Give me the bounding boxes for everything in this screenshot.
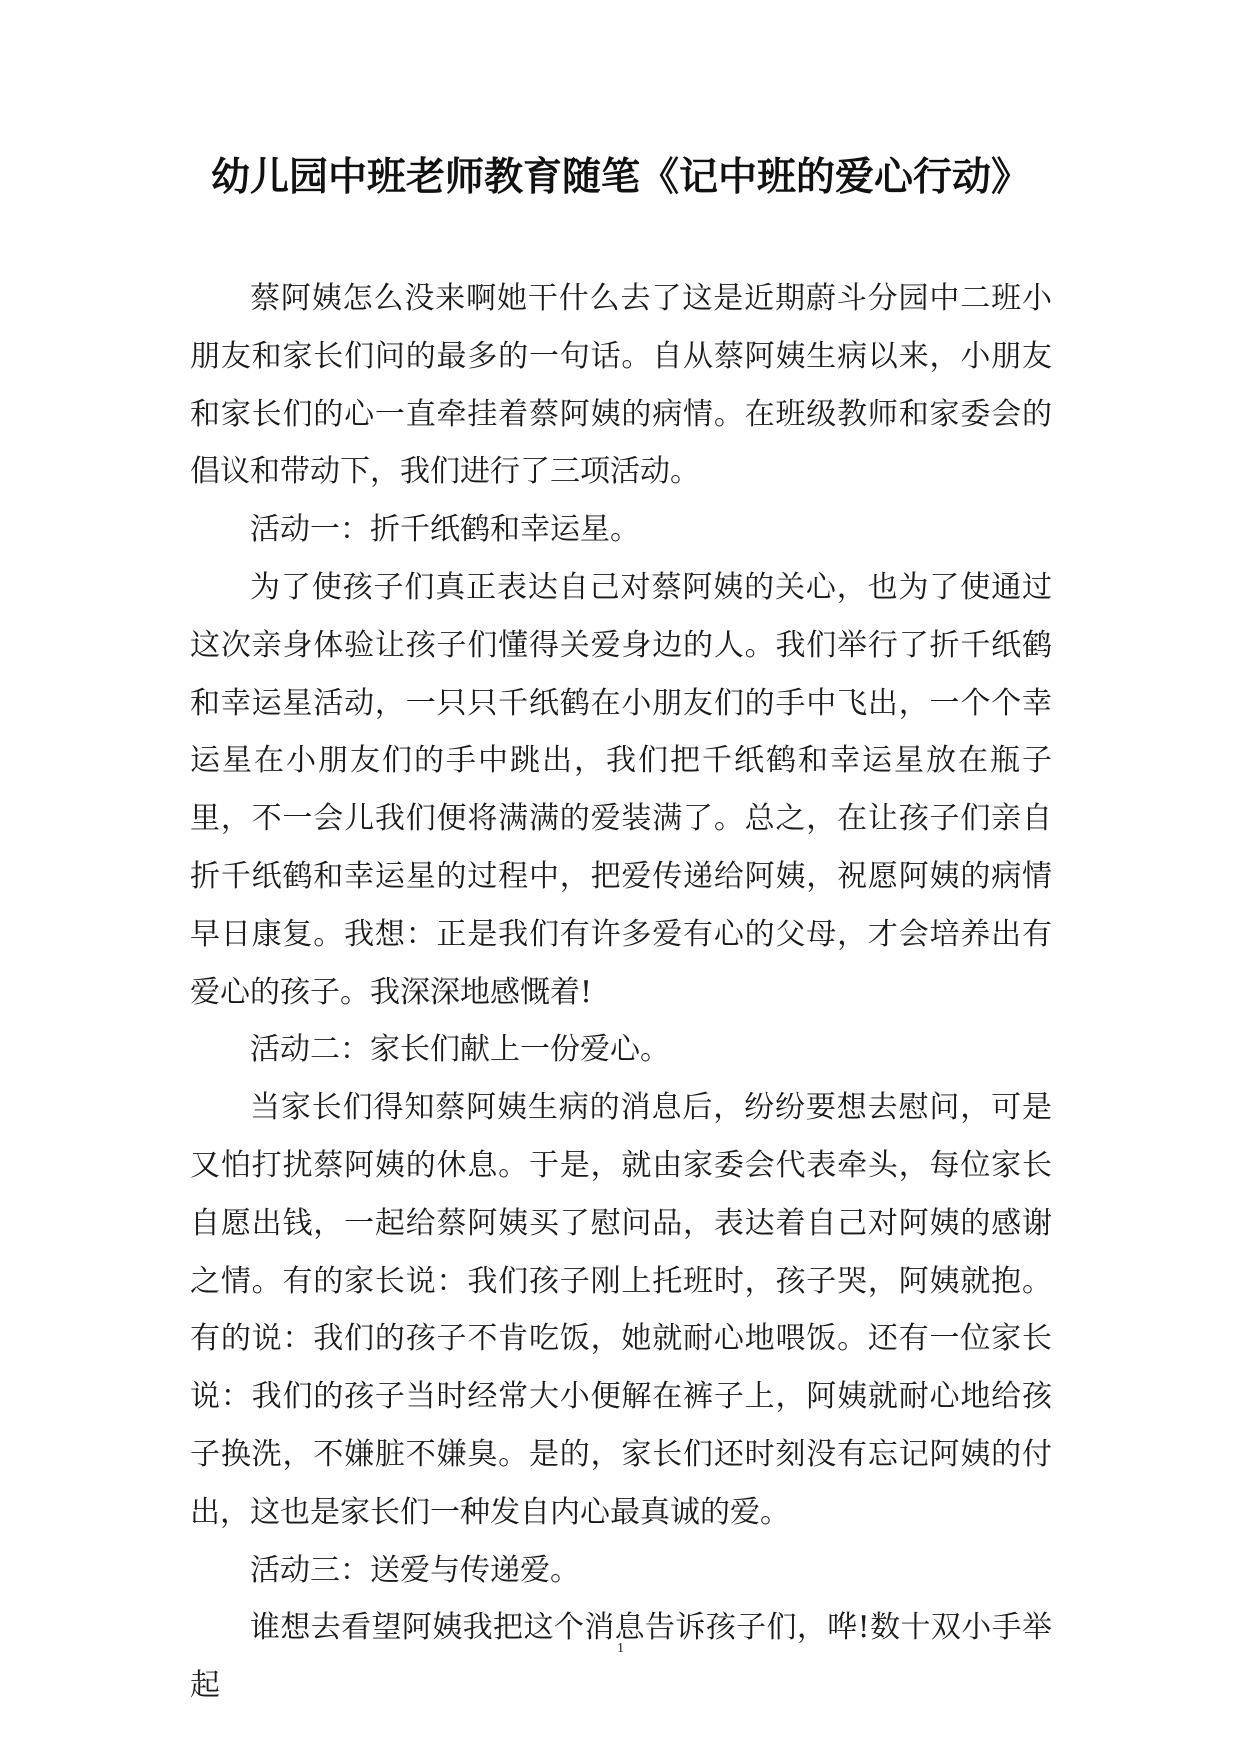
heading-activity-one: 活动一：折千纸鹤和幸运星。 [250,512,640,548]
paragraph-activity-three: 谁想去看望阿姨我把这个消息告诉孩子们，哗!数十双小手举起 [190,1610,1052,1704]
document-body [190,270,1052,1715]
page-number: 1 [617,1641,624,1656]
heading-activity-two: 活动二：家长们献上一份爱心。 [250,1032,670,1068]
paragraph-intro: 蔡阿姨怎么没来啊她干什么去了这是近期蔚斗分园中二班小朋友和家长们问的最多的一句话。自从蔡阿姨生病以来，小朋友和家长们的心一直牵挂着蔡阿姨的病情。在班级教师和家委会的倡议和带动下，我们进行了三项活动。 [190,281,1052,490]
document-title: 幼儿园中班老师教育随笔《记中班的爱心行动》 [210,154,1030,200]
paragraph-activity-two: 当家长们得知蔡阿姨生病的消息后，纷纷要想去慰问，可是又怕打扰蔡阿姨的休息。于是，就由家委会代表牵头，每位家长自愿出钱，一起给蔡阿姨买了慰问品，表达着自己对阿姨的感谢之情。有的家长说：我们孩子刚上托班时，孩子哭，阿姨就抱。有的说：我们的孩子不肯吃饭，她就耐心地喂饭。还有一位家长说：我们的孩子当时经常大小便解在裤子上，阿姨就耐心地给孩子换洗，不嫌脏不嫌臭。是的，家长们还时刻没有忘记阿姨的付出，这也是家长们一种发自内心最真诚的爱。 [190,1090,1052,1530]
paragraph-activity-one: 为了使孩子们真正表达自己对蔡阿姨的关心，也为了使通过这次亲身体验让孩子们懂得关爱身边的人。我们举行了折千纸鹤和幸运星活动，一只只千纸鹤在小朋友们的手中飞出，一个个幸运星在小朋友们的手中跳出，我们把千纸鹤和幸运星放在瓶子里，不一会儿我们便将满满的爱装满了。总之，在让孩子们亲自折千纸鹤和幸运星的过程中，把爱传递给阿姨，祝愿阿姨的病情早日康复。我想：正是我们有许多爱有心的父母，才会培养出有爱心的孩子。我深深地感慨着! [190,569,1052,1010]
heading-activity-three: 活动三：送爱与传递爱。 [250,1552,580,1588]
